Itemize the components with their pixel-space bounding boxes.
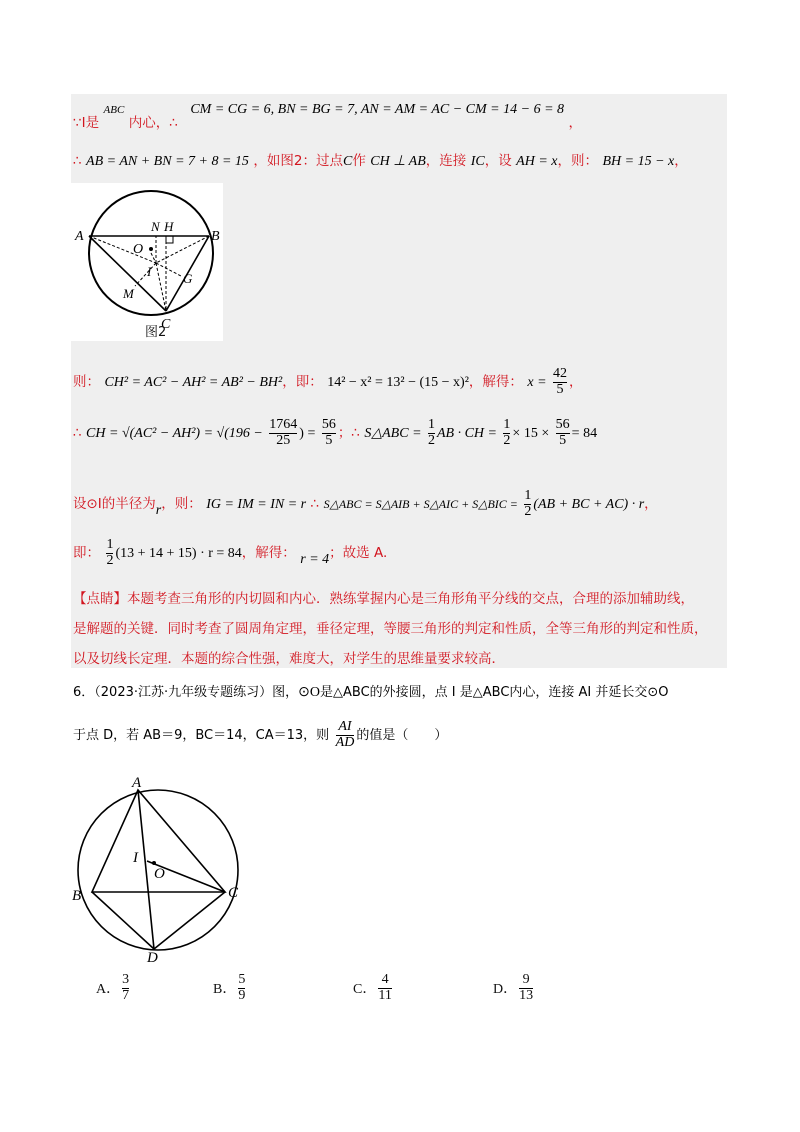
solution-line-1: ∵I是 $^{ABC}$ 内心，∴ CM = CG = 6, BN = BG = 7, AN = AM = AC − CM = 14 − 6 = 8 ， [73, 102, 582, 131]
comment-tag: 【点睛】 [73, 591, 127, 607]
question-fraction: $\frac{AI}{AD}$ [335, 719, 355, 750]
svg-text:D: D [147, 950, 158, 962]
svg-text:I: I [147, 264, 152, 279]
solution-line-3: 则： CH² = AC² − AH² = AB² − BH²，即： 14² − x² = 13² − (15 − x)²，解得： x = $\frac{42}{5}$ ， [73, 366, 583, 397]
question-number: 6． [73, 685, 95, 700]
question-figure [70, 772, 255, 962]
solution-line-4: ∴ CH = √(AC² − AH²) = √(196 − $\frac{1764}{25}$ ) = $\frac{56}{5}$ ；∴ S△ABC = $\frac{1}{2}$ AB · CH = $\frac{1}{2}$ × 15 × $\frac{56}{5}$ = 84 [73, 417, 598, 448]
svg-text:O: O [154, 866, 165, 882]
svg-text:H: H [164, 219, 174, 234]
svg-text:B: B [211, 229, 220, 244]
question-figure-diagram [70, 772, 255, 962]
svg-text:I: I [133, 850, 138, 866]
svg-text:A: A [75, 229, 84, 244]
figure-2 [71, 183, 223, 341]
option-b[interactable]: B． $\frac{5}{9}$ [213, 972, 246, 1003]
question-line-1: 6．（2023·江苏·九年级专题练习）图，⊙O是△ABC的外接圆，点 I 是△ABC内心，连接 AI 并延长交⊙O [73, 685, 669, 700]
svg-text:C: C [228, 885, 239, 901]
figure-2-diagram [71, 183, 223, 341]
svg-text:A: A [132, 775, 142, 791]
comment-line-1: 【点睛】本题考查三角形的内切圆和内心．熟练掌握内心是三角形角平分线的交点，合理的添加辅助线， [73, 591, 694, 607]
option-c[interactable]: C． $\frac{4}{11}$ [353, 972, 392, 1003]
svg-text:O: O [133, 242, 144, 257]
solution-line-6: 即： $\frac{1}{2}$ (13 + 14 + 15) · r = 84，解得： r = 4；故选 A. [73, 537, 388, 568]
svg-text:M: M [123, 286, 134, 301]
option-a[interactable]: A． $\frac{3}{7}$ [96, 972, 130, 1003]
option-d[interactable]: D． $\frac{9}{13}$ [493, 972, 534, 1003]
svg-text:G: G [183, 271, 193, 286]
svg-text:C: C [161, 317, 171, 332]
comment-line-3: 以及切线长定理．本题的综合性强，难度大，对学生的思维量要求较高． [73, 651, 505, 667]
solution-line-5: 设⊙I的半径为r，则： IG = IM = IN = r ∴ S△ABC = S△AIB + S△AIC + S△BIC = $\frac{1}{2}$ (AB + BC + AC) · r， [73, 488, 658, 519]
svg-text:N: N [151, 219, 160, 234]
svg-text:B: B [72, 888, 82, 904]
question-line-2: 于点 D，若 AB＝9，BC＝14，CA＝13，则 $\frac{AI}{AD}$ 的值是（ ） [73, 719, 448, 750]
solution-line-2: ∴ AB = AN + BN = 7 + 8 = 15 ，如图2：过点C作 CH ⊥ AB，连接 IC，设 AH = x，则： BH = 15 − x， [73, 153, 688, 169]
comment-line-2: 是解题的关键．同时考查了圆周角定理，垂径定理，等腰三角形的判定和性质，全等三角形的判定和性质， [73, 621, 708, 637]
figure-2-caption: 图2 [145, 325, 167, 340]
